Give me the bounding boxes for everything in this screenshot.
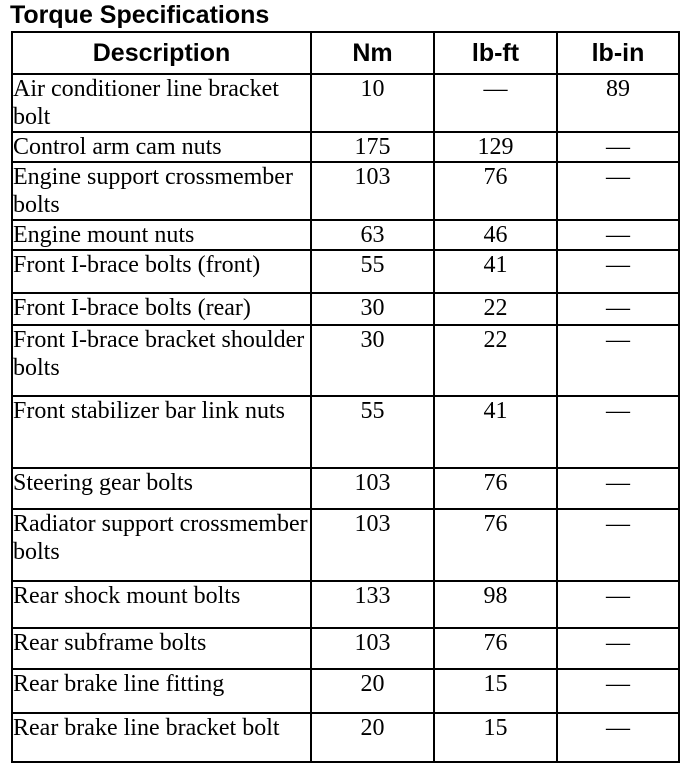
cell-description: Radiator support crossmember bolts [12, 509, 311, 581]
cell-lbft: 46 [434, 220, 557, 250]
header-nm: Nm [311, 32, 434, 74]
cell-lbin: — [557, 468, 679, 509]
table-row [12, 293, 679, 325]
cell-lbft: 98 [434, 581, 557, 628]
table-row [12, 509, 679, 581]
cell-lbft: 76 [434, 509, 557, 581]
cell-lbin: — [557, 325, 679, 396]
cell-nm: 103 [311, 162, 434, 220]
table-row [12, 669, 679, 713]
header-lbin: lb-in [557, 32, 679, 74]
table-row [12, 132, 679, 162]
cell-nm: 63 [311, 220, 434, 250]
header-lbft: lb-ft [434, 32, 557, 74]
cell-lbin: 89 [557, 74, 679, 132]
table-row [12, 628, 679, 669]
cell-description: Engine support crossmember bolts [12, 162, 311, 220]
cell-lbft: 129 [434, 132, 557, 162]
cell-nm: 103 [311, 468, 434, 509]
cell-nm: 133 [311, 581, 434, 628]
cell-description: Front I-brace bolts (rear) [12, 293, 311, 325]
cell-nm: 10 [311, 74, 434, 132]
cell-description: Front I-brace bracket shoulder bolts [12, 325, 311, 396]
cell-description: Front stabilizer bar link nuts [12, 396, 311, 468]
cell-lbin: — [557, 132, 679, 162]
table-row [12, 325, 679, 396]
table-row [12, 220, 679, 250]
page-title: Torque Specifications [10, 1, 270, 29]
cell-description: Steering gear bolts [12, 468, 311, 509]
cell-lbin: — [557, 509, 679, 581]
cell-lbft: 15 [434, 713, 557, 762]
cell-lbin: — [557, 293, 679, 325]
cell-lbin: — [557, 396, 679, 468]
cell-lbin: — [557, 220, 679, 250]
cell-description: Rear brake line fitting [12, 669, 311, 713]
cell-description: Air conditioner line bracket bolt [12, 74, 311, 132]
cell-lbft: 15 [434, 669, 557, 713]
cell-lbin: — [557, 250, 679, 293]
cell-description: Rear subframe bolts [12, 628, 311, 669]
cell-lbin: — [557, 162, 679, 220]
cell-nm: 30 [311, 293, 434, 325]
table-row [12, 74, 679, 132]
table-body [12, 74, 679, 762]
cell-lbft: 76 [434, 162, 557, 220]
header-description: Description [12, 32, 311, 74]
cell-lbft: 76 [434, 628, 557, 669]
torque-spec-table [11, 31, 680, 763]
cell-lbin: — [557, 713, 679, 762]
cell-lbft: 22 [434, 293, 557, 325]
table-row [12, 162, 679, 220]
cell-description: Rear shock mount bolts [12, 581, 311, 628]
cell-nm: 103 [311, 628, 434, 669]
cell-lbft: 76 [434, 468, 557, 509]
cell-nm: 55 [311, 250, 434, 293]
table-row [12, 581, 679, 628]
cell-description: Engine mount nuts [12, 220, 311, 250]
table-row [12, 396, 679, 468]
cell-nm: 30 [311, 325, 434, 396]
table-row [12, 250, 679, 293]
table-row [12, 468, 679, 509]
cell-lbin: — [557, 628, 679, 669]
cell-description: Front I-brace bolts (front) [12, 250, 311, 293]
cell-nm: 55 [311, 396, 434, 468]
cell-lbft: 41 [434, 250, 557, 293]
cell-lbin: — [557, 581, 679, 628]
cell-description: Rear brake line bracket bolt [12, 713, 311, 762]
cell-lbft: 41 [434, 396, 557, 468]
cell-lbin: — [557, 669, 679, 713]
header-row [12, 32, 679, 74]
cell-lbft: — [434, 74, 557, 132]
cell-lbft: 22 [434, 325, 557, 396]
cell-description: Control arm cam nuts [12, 132, 311, 162]
cell-nm: 103 [311, 509, 434, 581]
cell-nm: 175 [311, 132, 434, 162]
table-row [12, 713, 679, 762]
cell-nm: 20 [311, 713, 434, 762]
cell-nm: 20 [311, 669, 434, 713]
